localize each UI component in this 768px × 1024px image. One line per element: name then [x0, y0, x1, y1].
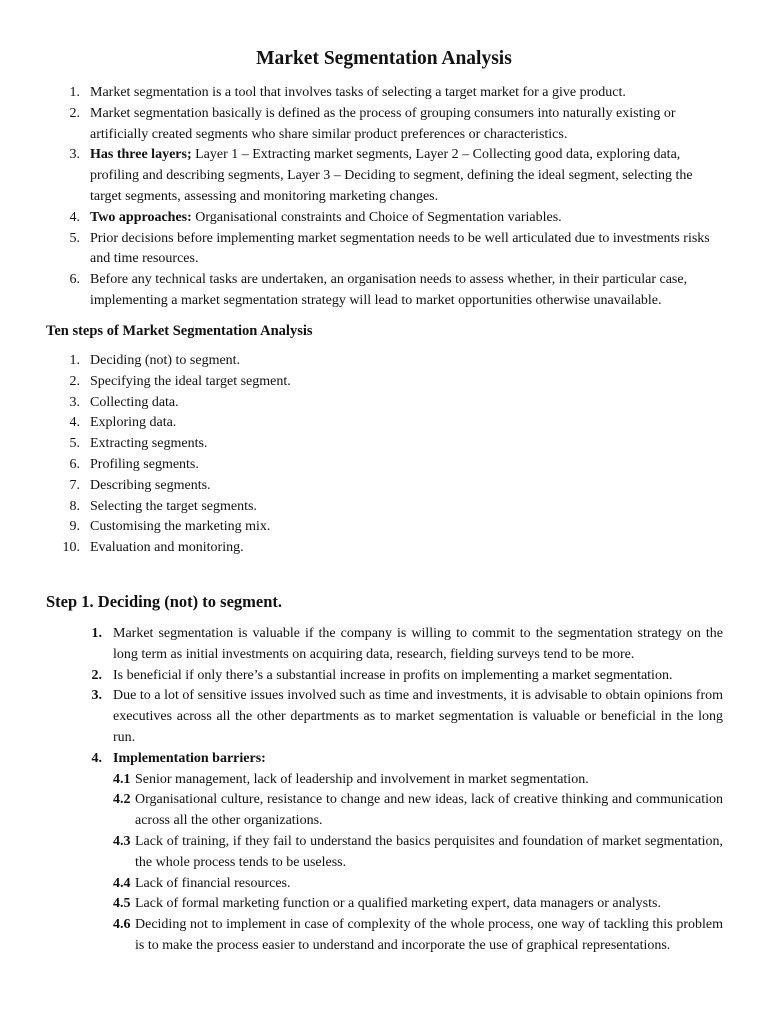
subitem-number: 4.2	[113, 792, 131, 808]
subitem-text: Senior management, lack of leadership and involvement in market segmentation.	[135, 771, 589, 787]
step1-item	[0, 749, 768, 957]
item-number: 2.	[69, 105, 80, 121]
subitem-text: Organisational culture, resistance to change and new ideas, lack of creative thinking and communication across all the other organizations.	[135, 792, 723, 829]
item-text	[90, 145, 723, 207]
item-number: 1.	[69, 353, 80, 368]
barrier-item	[0, 894, 768, 915]
document-title: Market Segmentation Analysis	[256, 48, 512, 69]
step-item	[0, 413, 768, 434]
item-number: 3.	[69, 147, 80, 163]
item-number: 2.	[91, 667, 102, 683]
item-text: Market segmentation is valuable if the company is willing to commit to the segmentation strategy on the long term as initial investments on acquiring data, research, fielding surveys tend to be more.	[113, 626, 723, 662]
intro-item	[0, 145, 768, 207]
item-text: Due to a lot of sensitive issues involved such as time and investments, it is advisable to obtain opinions from executives across all the other departments as to market segmentation is valuable or beneficial in the long run.	[113, 688, 723, 745]
subitem-number: 4.5	[113, 896, 131, 912]
subitem-number: 4.3	[113, 833, 131, 849]
subitem-text: Deciding not to implement in case of complexity of the whole process, one way of tackling this problem is to make the process easier to understand and incorporate the use of graphical representations.	[135, 917, 723, 953]
item-text: Deciding (not) to segment.	[90, 353, 241, 368]
step-item	[0, 372, 768, 393]
intro-item	[0, 270, 768, 312]
item-text: Is beneficial if only there’s a substantial increase in profits on implementing a market segmentation.	[113, 667, 673, 683]
step-item	[0, 351, 768, 372]
item-text: Selecting the target segments.	[90, 498, 257, 514]
step-item	[0, 497, 768, 518]
barrier-item	[0, 874, 768, 895]
intro-item	[0, 83, 768, 104]
item-text: Collecting data.	[90, 394, 179, 410]
step1-item	[0, 666, 768, 687]
item-number: 3.	[69, 394, 80, 410]
ten-steps-list	[0, 351, 768, 559]
intro-item	[0, 229, 768, 271]
item-number: 4.	[91, 750, 102, 766]
item-text: Evaluation and monitoring.	[90, 540, 244, 556]
subitem-text: Lack of financial resources.	[135, 875, 291, 891]
step1-heading: Step 1. Deciding (not) to segment.	[46, 592, 283, 611]
item-lead: Two approaches:	[90, 209, 192, 225]
step1-item	[0, 686, 768, 748]
step-item	[0, 393, 768, 414]
step-item	[0, 517, 768, 538]
subitem-text: Lack of training, if they fail to understand the basics perquisites and foundation of market segmentation, the whole process tends to be useless.	[135, 833, 723, 870]
item-lead: Has three layers;	[90, 147, 192, 163]
barriers-list	[0, 770, 768, 957]
item-lead: Implementation barriers:	[113, 750, 266, 766]
step-item	[0, 538, 768, 559]
item-number: 6.	[69, 456, 80, 472]
item-text: Prior decisions before implementing market segmentation needs to be well articulated due to investments risks and time resources.	[90, 230, 710, 267]
item-number: 2.	[69, 373, 80, 389]
barrier-item	[0, 832, 768, 874]
item-text: Market segmentation is a tool that involves tasks of selecting a target market for a give product.	[90, 85, 626, 100]
barrier-item	[0, 770, 768, 791]
item-number: 4.	[69, 415, 80, 431]
subitem-number: 4.6	[113, 917, 131, 933]
item-number: 10.	[62, 540, 80, 556]
step1-list	[0, 624, 768, 957]
item-text: Exploring data.	[90, 415, 177, 431]
barrier-item	[0, 915, 768, 957]
item-number: 1.	[91, 626, 102, 641]
barrier-item	[0, 790, 768, 832]
item-text: Customising the marketing mix.	[90, 519, 271, 535]
ten-steps-heading: Ten steps of Market Segmentation Analysis	[46, 323, 313, 339]
item-text: Before any technical tasks are undertaken, an organisation needs to assess whether, in their particular case, implementing a market segmentation strategy will lead to market opportunities otherwise unavailable.	[90, 272, 688, 308]
item-number: 3.	[91, 688, 102, 704]
step-item	[0, 434, 768, 455]
item-number: 7.	[69, 477, 80, 493]
step-item	[0, 476, 768, 497]
subitem-number: 4.4	[113, 875, 131, 891]
item-body: Layer 1 – Extracting market segments, Layer 2 – Collecting good data, exploring data, profiling and describing segments, Layer 3 – Deciding to segment, defining the ideal segment, selecting the target segments, assessing and monitoring marketing changes.	[90, 147, 693, 204]
item-text: Describing segments.	[90, 477, 211, 493]
item-number: 4.	[69, 209, 80, 225]
item-number: 9.	[69, 519, 80, 535]
intro-item	[0, 104, 768, 146]
step-item	[0, 455, 768, 476]
item-body: Organisational constraints and Choice of Segmentation variables.	[191, 209, 562, 225]
item-number: 6.	[69, 272, 80, 288]
item-text: Market segmentation basically is defined as the process of grouping consumers into naturally existing or artificially created segments who share similar product preferences or characteristics.	[90, 105, 676, 142]
intro-item	[0, 208, 768, 229]
subitem-number: 4.1	[113, 771, 131, 787]
subitem-text: Lack of formal marketing function or a qualified marketing expert, data managers or analysts.	[135, 896, 661, 912]
item-text: Profiling segments.	[90, 456, 199, 472]
intro-list	[0, 83, 768, 312]
item-number: 8.	[69, 498, 80, 514]
item-text	[113, 749, 723, 770]
item-number: 5.	[69, 436, 80, 452]
item-number: 1.	[69, 85, 80, 100]
item-text: Extracting segments.	[90, 436, 208, 452]
item-number: 5.	[69, 230, 80, 246]
step1-item	[0, 624, 768, 666]
item-text	[90, 208, 723, 229]
item-text: Specifying the ideal target segment.	[90, 373, 291, 389]
